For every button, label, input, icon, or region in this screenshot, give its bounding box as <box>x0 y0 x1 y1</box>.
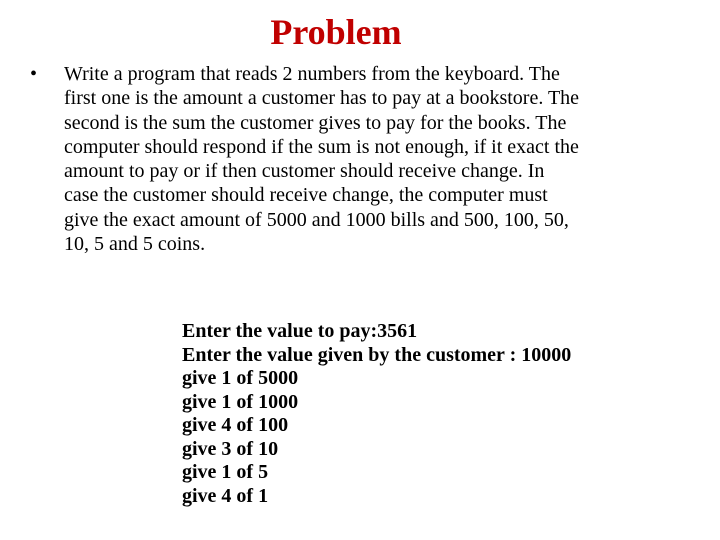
output-line: give 4 of 1 <box>182 484 269 507</box>
problem-bullet <box>30 62 690 256</box>
description-line: give the exact amount of 5000 and 1000 bills and 500, 100, 50, <box>64 208 569 231</box>
output-line: Enter the value to pay:3561 <box>182 320 418 342</box>
bullet-marker: • <box>30 63 38 85</box>
description-line: amount to pay or if then customer should receive change. In <box>64 160 545 183</box>
description-line: 10, 5 and 5 coins. <box>64 233 206 256</box>
slide-title: Problem <box>270 12 402 52</box>
sample-output <box>182 320 571 508</box>
output-line: give 1 of 5 <box>182 461 269 483</box>
problem-description <box>64 62 690 256</box>
description-line: computer should respond if the sum is not enough, if it exact the <box>64 135 579 158</box>
description-line: Write a program that reads 2 numbers from the keyboard. The <box>64 63 560 85</box>
output-line: give 3 of 10 <box>182 437 279 460</box>
description-line: first one is the amount a customer has to pay at a bookstore. The <box>64 87 580 110</box>
description-line: case the customer should receive change, the computer must <box>64 184 548 207</box>
output-line: Enter the value given by the customer : 10000 <box>182 343 572 366</box>
output-line: give 1 of 5000 <box>182 367 299 389</box>
description-line: second is the sum the customer gives to pay for the books. The <box>64 111 567 134</box>
output-line: give 1 of 1000 <box>182 390 299 413</box>
output-line: give 4 of 100 <box>182 414 289 436</box>
